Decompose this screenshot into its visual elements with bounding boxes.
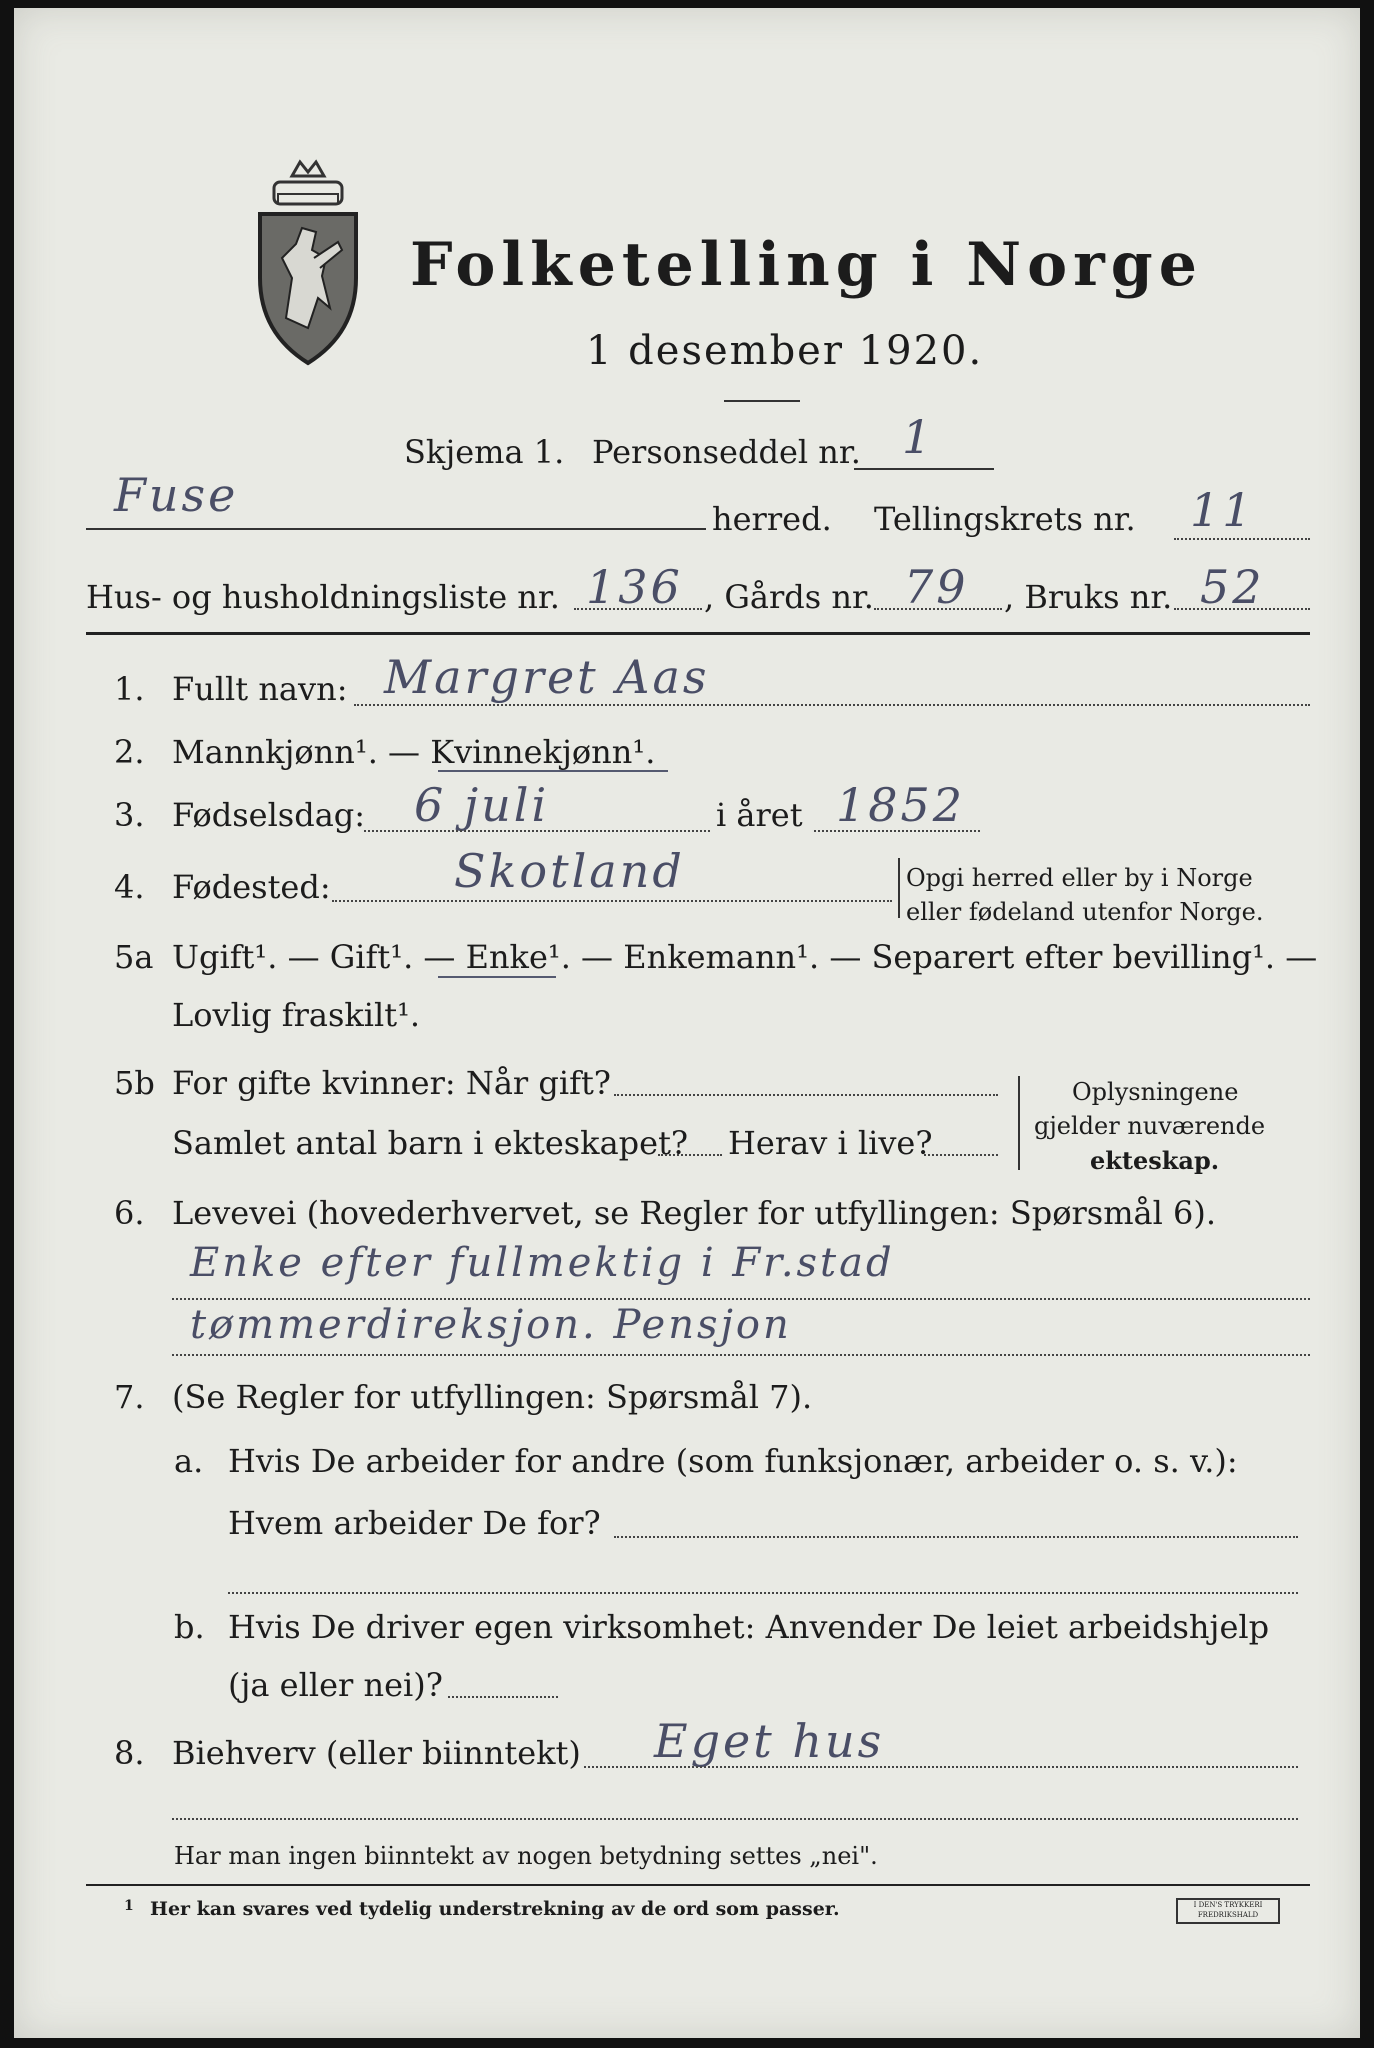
q7b-label: Hvis De driver egen virksomhet: Anvender De leiet arbeidshjelp [228, 1608, 1270, 1646]
q6-number: 6. [114, 1194, 145, 1232]
q8-line1 [584, 1766, 1298, 1768]
husliste-line [574, 608, 702, 610]
q5b-note-line2: gjelder nuværende [1034, 1112, 1266, 1140]
q3-year-line [814, 830, 980, 832]
q4-birthplace-value[interactable]: Skotland [454, 844, 685, 898]
q3-line [364, 830, 710, 832]
q2-sex-label: Mannkjønn¹. — Kvinnekjønn¹. [172, 733, 656, 771]
q5a-enke-underline [438, 976, 556, 978]
husliste-label: Hus- og husholdningsliste nr. [86, 578, 560, 616]
q5a-label: Ugift¹. — Gift¹. — Enke¹. — Enkemann¹. — Separert efter bevilling¹. — [172, 938, 1318, 976]
q7b-help-label: (ja eller nei)? [228, 1666, 443, 1704]
bruks-value[interactable]: 52 [1200, 560, 1265, 614]
q1-number: 1. [114, 670, 145, 708]
herred-line [86, 528, 706, 530]
q5b-note-line3: ekteskap. [1090, 1146, 1220, 1175]
printer-stamp: I DEN'S TRYKKERI FREDRIKSHALD [1176, 1898, 1280, 1924]
q7-number: 7. [114, 1378, 145, 1416]
title-divider [724, 400, 800, 402]
tellingskrets-line [1174, 538, 1310, 540]
q5b-married-line [614, 1094, 998, 1096]
footnote-mark: 1 [124, 1898, 134, 1914]
bruks-label: , Bruks nr. [1004, 578, 1173, 616]
q8-side-income-value[interactable]: Eget hus [654, 1714, 885, 1768]
q5a-label-line2: Lovlig fraskilt¹. [172, 996, 421, 1034]
bruks-line [1174, 608, 1310, 610]
q5a-number: 5a [114, 938, 154, 976]
q3-label: Fødselsdag: [172, 796, 366, 834]
q1-line [354, 704, 1310, 706]
q5b-married-label: For gifte kvinner: Når gift? [172, 1064, 611, 1102]
q2-kvinnekjonn-underline [438, 770, 668, 772]
q7a-label: Hvis De arbeider for andre (som funksjonær, arbeider o. s. v.): [228, 1442, 1238, 1480]
q5b-note-brace [1018, 1076, 1020, 1170]
q5b-children-label: Samlet antal barn i ekteskapet? [172, 1124, 689, 1162]
q8-number: 8. [114, 1734, 145, 1772]
q7-label: (Se Regler for utfyllingen: Spørsmål 7). [172, 1378, 813, 1416]
q4-line [332, 900, 892, 902]
personseddel-value[interactable]: 1 [902, 410, 935, 464]
q1-label: Fullt navn: [172, 670, 348, 708]
q8-note: Har man ingen biinntekt av nogen betydning settes „nei". [174, 1842, 878, 1870]
q2-number: 2. [114, 733, 145, 771]
q8-label: Biehverv (eller biinntekt) [172, 1734, 581, 1772]
q4-note-brace [898, 858, 900, 918]
q4-label: Fødested: [172, 868, 331, 906]
personseddel-line [854, 468, 994, 470]
q3-year-value[interactable]: 1852 [836, 778, 966, 832]
q5b-number: 5b [114, 1064, 155, 1102]
personseddel-label: Personseddel nr. [592, 433, 861, 471]
q4-note-line1: Opgi herred eller by i Norge [906, 864, 1253, 892]
q6-label: Levevei (hovederhvervet, se Regler for utfyllingen: Spørsmål 6). [172, 1194, 1217, 1232]
coat-of-arms-icon [252, 158, 364, 368]
q5b-children-line [658, 1154, 722, 1156]
q7b-line [448, 1696, 558, 1698]
tellingskrets-label: Tellingskrets nr. [874, 500, 1136, 538]
q7a-employer-label: Hvem arbeider De for? [228, 1504, 601, 1542]
header-rule [86, 632, 1310, 635]
q6-occupation-value-line2[interactable]: tømmerdireksjon. Pensjon [190, 1302, 792, 1348]
herred-value[interactable]: Fuse [114, 468, 239, 522]
q5b-alive-label: Herav i live? [728, 1124, 933, 1162]
gards-line [874, 608, 1002, 610]
census-form [14, 8, 1360, 2038]
q4-number: 4. [114, 868, 145, 906]
q8-line2 [172, 1818, 1298, 1820]
q3-number: 3. [114, 796, 145, 834]
q1-full-name-value[interactable]: Margret Aas [384, 650, 710, 704]
schema-label: Skjema 1. [404, 433, 565, 471]
footer-rule [86, 1884, 1310, 1886]
q7b-letter: b. [174, 1608, 205, 1646]
q6-occupation-value-line1[interactable]: Enke efter fullmektig i Fr.stad [190, 1240, 895, 1286]
q5b-alive-line [924, 1154, 998, 1156]
gards-value[interactable]: 79 [904, 560, 969, 614]
q7a-line2 [228, 1592, 1298, 1594]
q6-line1 [172, 1298, 1310, 1300]
q7a-letter: a. [174, 1442, 204, 1480]
q6-line2 [172, 1354, 1310, 1356]
census-date: 1 desember 1920. [586, 328, 984, 374]
herred-label: herred. [712, 500, 832, 538]
q3-year-label: i året [716, 796, 803, 834]
husliste-value[interactable]: 136 [586, 560, 683, 614]
footnote-text: Her kan svares ved tydelig understrekning av de ord som passer. [150, 1898, 840, 1920]
q7a-line1 [614, 1536, 1298, 1538]
q5b-note-line1: Oplysningene [1072, 1078, 1239, 1106]
q3-birthday-value[interactable]: 6 juli [414, 778, 550, 832]
q4-note-line2: eller fødeland utenfor Norge. [906, 898, 1264, 926]
gards-label: , Gårds nr. [704, 578, 874, 616]
form-title: Folketelling i Norge [410, 230, 1203, 300]
tellingskrets-value[interactable]: 11 [1190, 483, 1255, 537]
